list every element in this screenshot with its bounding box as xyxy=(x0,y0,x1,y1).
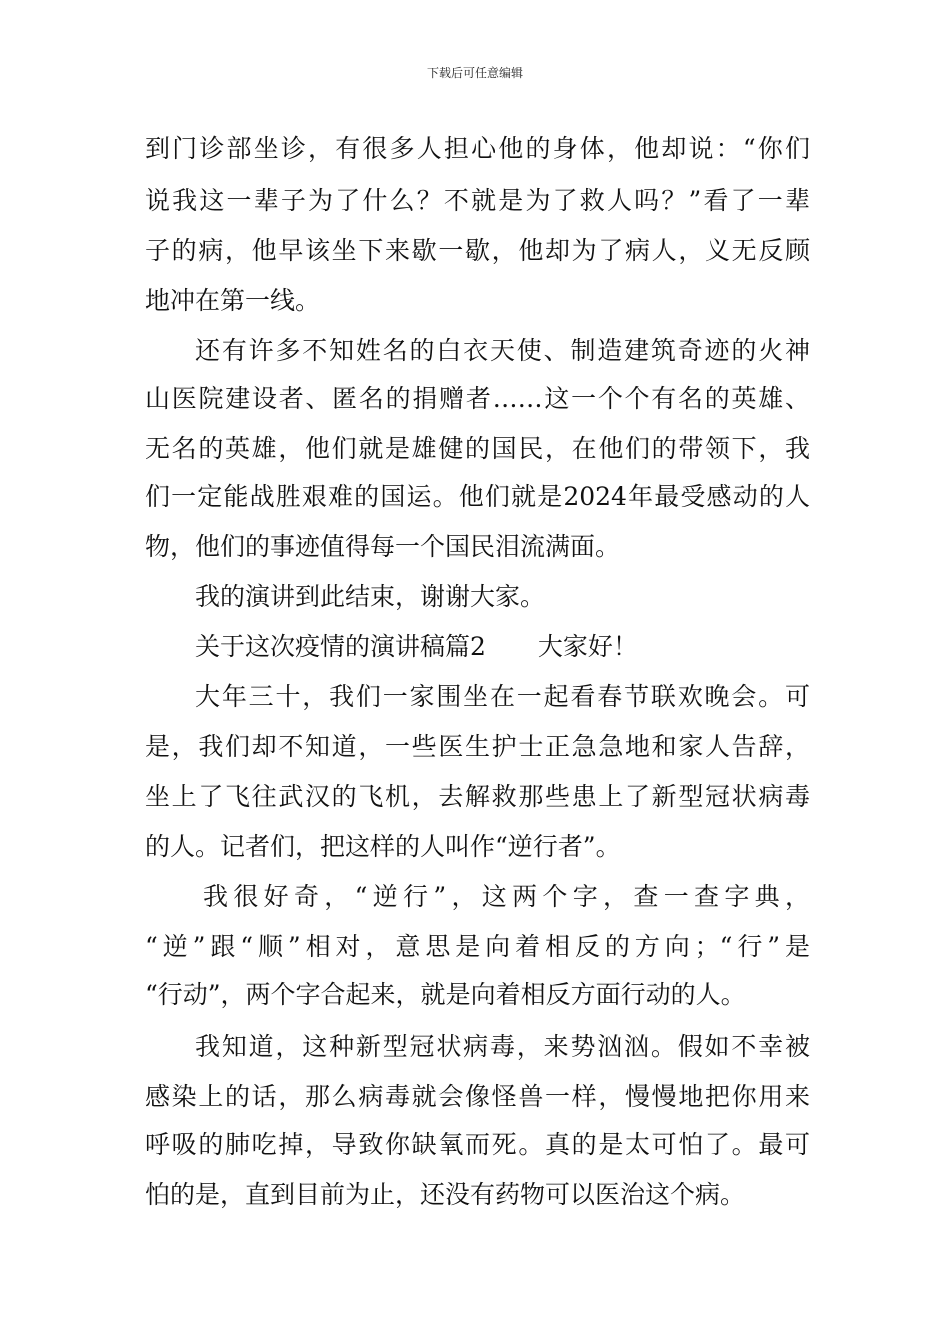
text-line: 呼吸的肺吃掉，导致你缺氧而死。真的是太可怕了。最可 xyxy=(145,1130,810,1159)
text-line: 大年三十，我们一家围坐在一起看春节联欢晚会。可 xyxy=(195,682,810,711)
text-line: 无名的英雄，他们就是雄健的国民，在他们的带领下，我 xyxy=(145,434,810,463)
text-line: 坐上了飞往武汉的飞机，去解救那些患上了新型冠状病毒 xyxy=(145,782,810,811)
text-line: 物，他们的事迹值得每一个国民泪流满面。 xyxy=(145,532,621,561)
section-heading: 关于这次疫情的演讲稿篇2 xyxy=(195,632,486,661)
text-line: 还有许多不知姓名的白衣天使、制造建筑奇迹的火神 xyxy=(195,336,810,365)
text-line: 到门诊部坐诊，有很多人担心他的身体，他却说：“你们 xyxy=(145,134,810,163)
text-line: 感染上的话，那么病毒就会像怪兽一样，慢慢地把你用来 xyxy=(145,1082,810,1111)
page-header: 下载后可任意编辑 xyxy=(426,66,523,80)
text-line: “行动”，两个字合起来，就是向着相反方面行动的人。 xyxy=(145,980,746,1009)
text-line: 们一定能战胜艰难的国运。他们就是2024年最受感动的人 xyxy=(145,482,810,511)
text-line: 是，我们却不知道，一些医生护士正急急地和家人告辞， xyxy=(145,732,810,761)
text-line: “逆”跟“顺”相对，意思是向着相反的方向；“行”是 xyxy=(145,932,810,961)
text-line: 我很好奇，“逆行”，这两个字，查一查字典， xyxy=(203,882,810,911)
greeting: 大家好！ xyxy=(537,632,638,661)
text-line: 的人。记者们，把这样的人叫作“逆行者”。 xyxy=(145,832,621,861)
text-line: 地冲在第一线。 xyxy=(145,286,321,315)
text-line: 说我这一辈子为了什么？不就是为了救人吗？”看了一辈 xyxy=(145,186,810,215)
text-line: 我知道，这种新型冠状病毒，来势汹汹。假如不幸被 xyxy=(195,1032,810,1061)
text-line: 山医院建设者、匿名的捐赠者……这一个个有名的英雄、 xyxy=(145,384,810,413)
text-line: 我的演讲到此结束，谢谢大家。 xyxy=(195,582,546,611)
text-line: 怕的是，直到目前为止，还没有药物可以医治这个病。 xyxy=(145,1180,746,1209)
text-line: 子的病，他早该坐下来歇一歇，他却为了病人，义无反顾 xyxy=(145,236,810,265)
section-heading-line xyxy=(195,630,810,664)
